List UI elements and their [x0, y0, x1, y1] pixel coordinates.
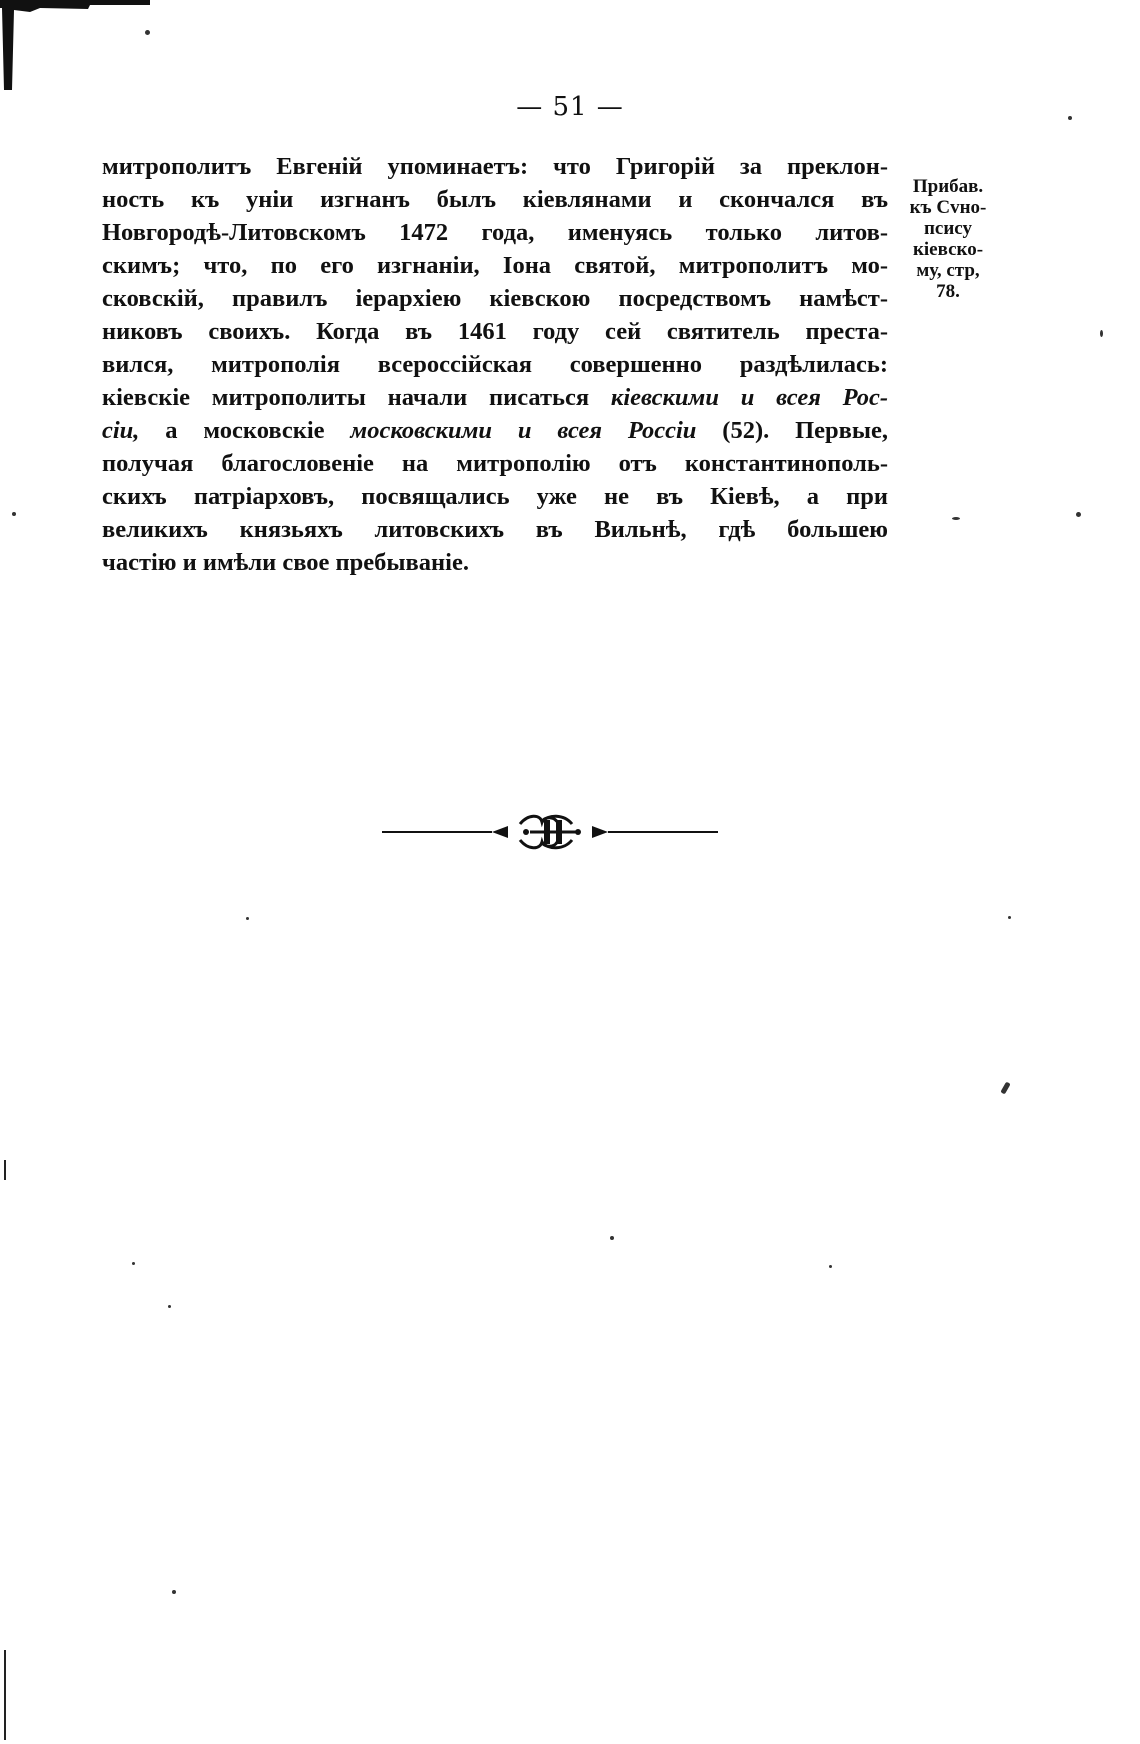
text-line: [102, 348, 888, 381]
main-paragraph: [102, 150, 888, 579]
scan-speck: [1076, 512, 1081, 517]
text-segment: сковскій, правилъ іерархіею кіевскою посредствомъ намѣст-: [102, 285, 888, 312]
text-segment: великихъ князьяхъ литовскихъ въ Вильнѣ, гдѣ большею: [102, 516, 888, 543]
margin-note: [893, 176, 1003, 302]
text-segment: частію и имѣли свое пребываніе.: [102, 549, 469, 576]
scan-corner-artifact: [0, 0, 150, 90]
margin-note-line: кіевско-: [912, 239, 984, 260]
scan-speck: [829, 1265, 832, 1268]
text-segment: скимъ; что, по его изгнаніи, Іона святой, митрополитъ мо-: [102, 252, 888, 279]
text-segment: никовъ своихъ. Когда въ 1461 году сей святитель преста-: [102, 318, 888, 345]
scan-speck: [132, 1262, 135, 1265]
text-segment: ность къ уніи изгнанъ былъ кіевлянами и скончался въ: [102, 186, 888, 213]
scan-speck: [172, 1590, 176, 1594]
text-segment: получая благословеніе на митрополію отъ константинополь-: [102, 450, 888, 477]
scan-speck: [145, 30, 150, 35]
text-segment: сіи,: [102, 417, 140, 444]
scan-edge-line: [4, 1160, 6, 1180]
text-segment: (52). Первые,: [696, 417, 889, 444]
scan-speck: [1000, 1082, 1010, 1095]
text-line: [102, 183, 888, 216]
text-line: [102, 546, 888, 579]
text-segment: вился, митрополія всероссійская совершенно раздѣлилась:: [102, 351, 888, 378]
scan-speck: [12, 512, 16, 516]
text-line: [102, 480, 888, 513]
margin-note-line: псису: [923, 218, 972, 239]
scan-speck: [1008, 916, 1011, 919]
text-line: [102, 282, 888, 315]
text-line: [102, 447, 888, 480]
text-segment: скихъ патріарховъ, посвящались уже не въ Кіевѣ, а при: [102, 483, 888, 510]
text-line: [102, 381, 888, 414]
scan-edge-line: [4, 1650, 6, 1740]
scan-speck: [168, 1305, 171, 1308]
text-segment: московскими и всея Россіи: [350, 417, 697, 444]
text-line: [102, 249, 888, 282]
text-line: [102, 414, 888, 447]
ornament-divider: [380, 812, 720, 852]
text-segment: митрополитъ Евгеній упоминаетъ: что Григорій за преклон-: [102, 153, 888, 180]
scan-speck: [246, 917, 249, 920]
text-line: [102, 150, 888, 183]
scan-speck: [1100, 330, 1103, 337]
margin-note-line: Прибав.: [912, 176, 984, 197]
margin-note-line: му, стр,: [916, 260, 980, 281]
page-number: — 51 —: [516, 92, 624, 122]
text-line: [102, 513, 888, 546]
text-segment: Новгородѣ-Литовскомъ 1472 года, именуясь только литов-: [102, 219, 888, 246]
scan-speck: [952, 517, 960, 520]
scan-speck: [1068, 116, 1072, 120]
margin-note-line: къ Сvно-: [909, 197, 987, 218]
text-line: [102, 315, 888, 348]
text-segment: а московскіе: [139, 417, 351, 444]
text-segment: кіевскіе митрополиты начали писаться: [102, 384, 611, 411]
margin-note-line: 78.: [936, 281, 960, 302]
text-line: [102, 216, 888, 249]
text-segment: кіевскими и всея Рос-: [610, 384, 888, 411]
scan-speck: [610, 1236, 614, 1240]
